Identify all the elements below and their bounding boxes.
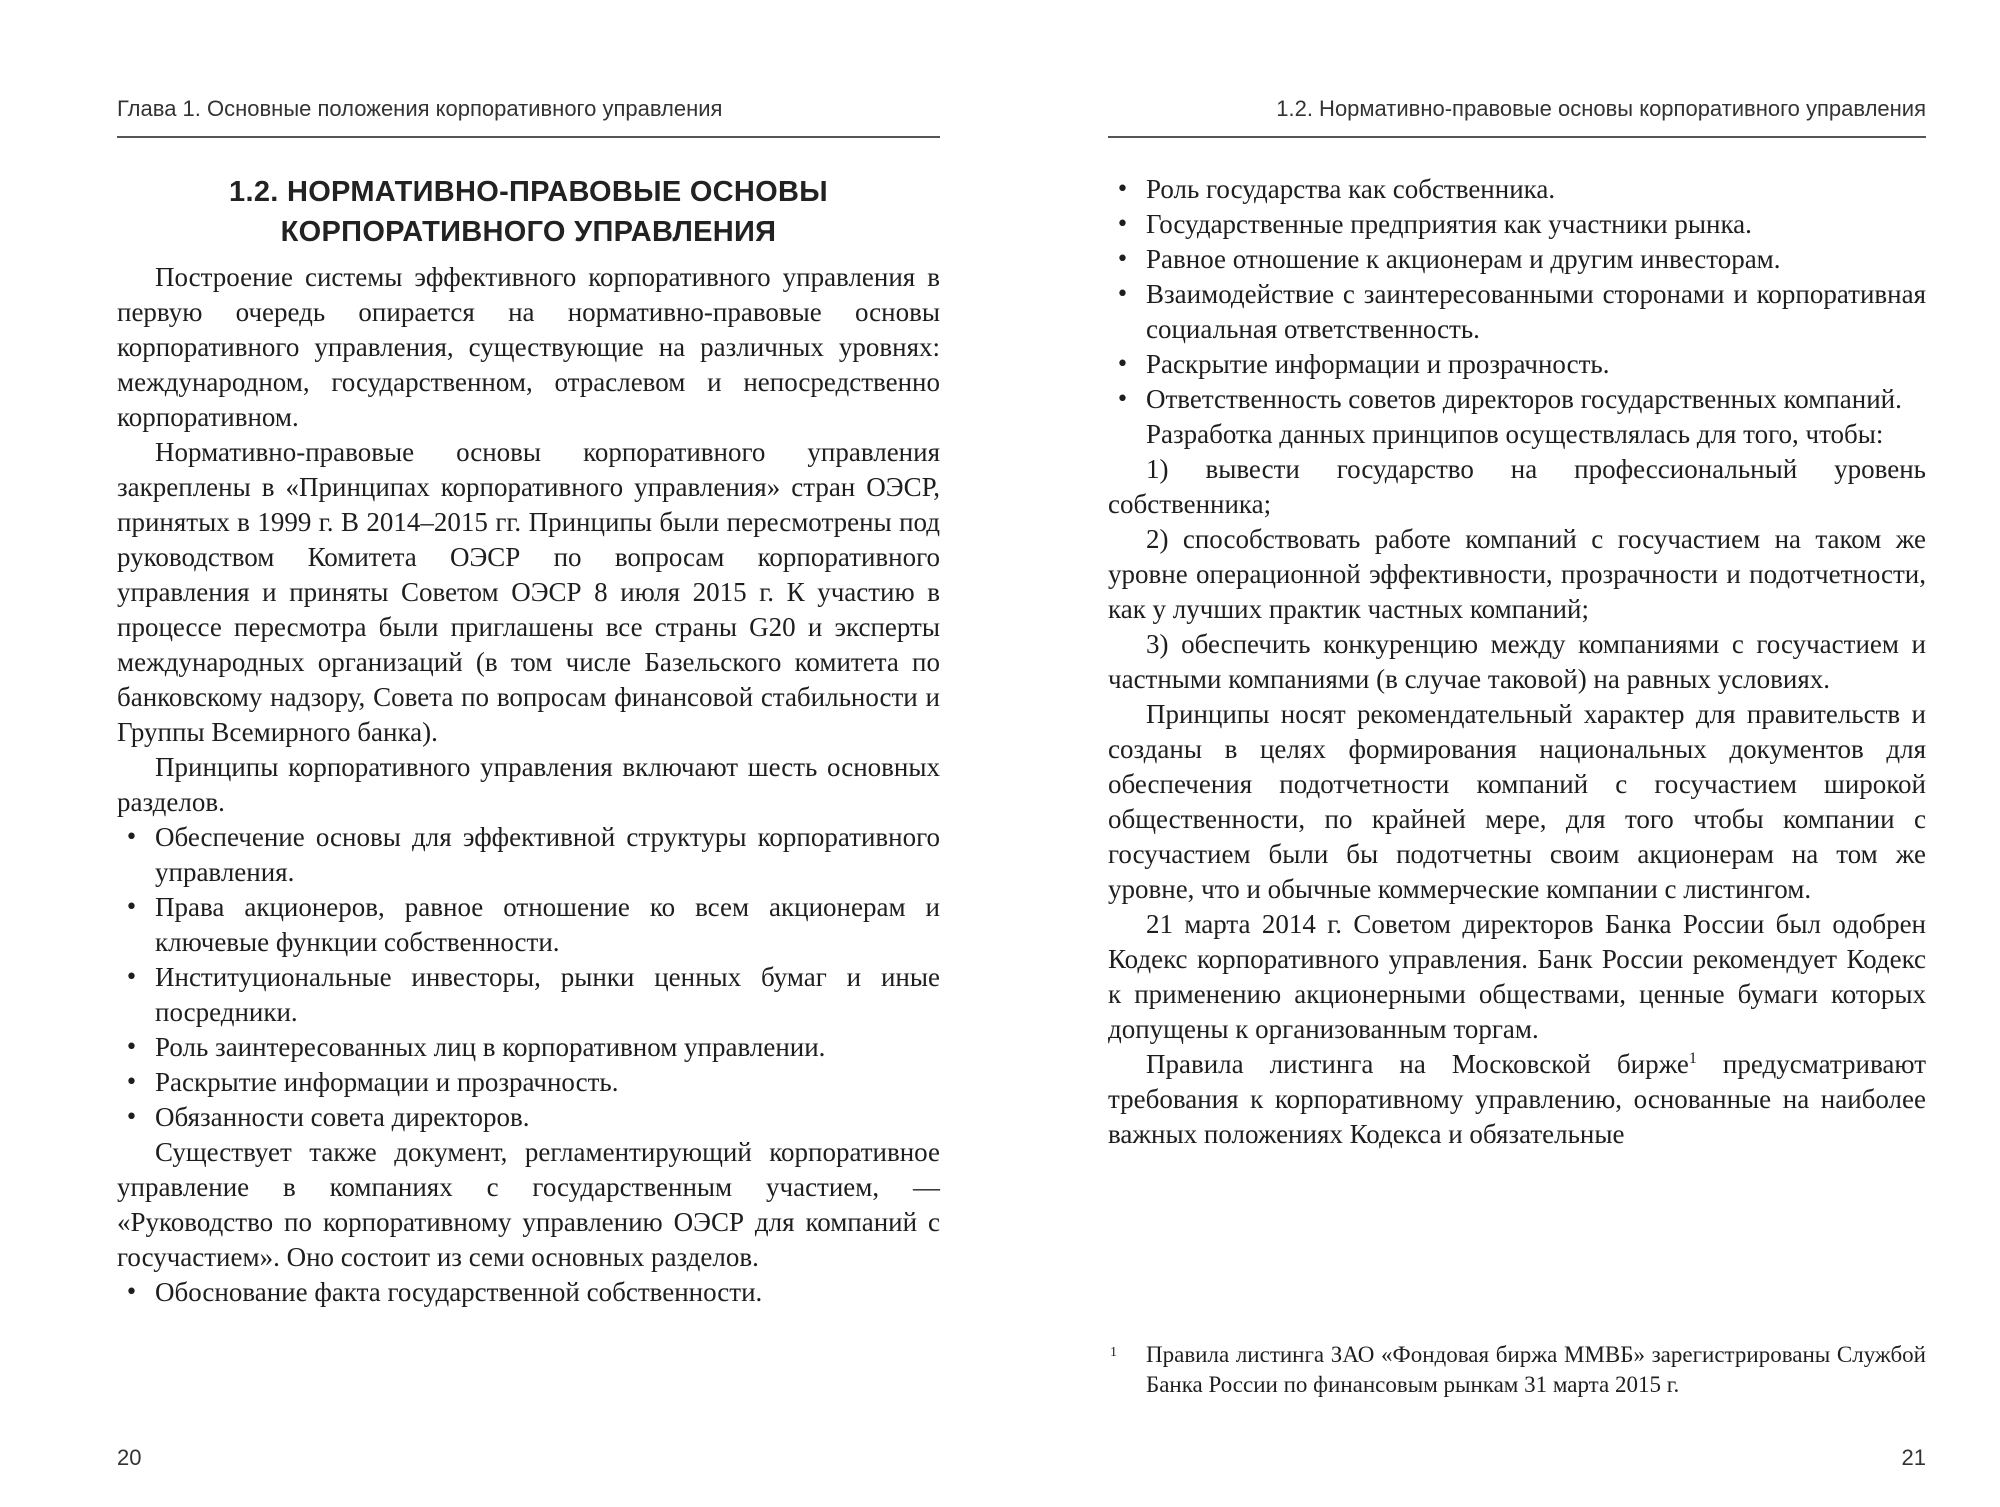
numbered-item: 2) способствовать работе компаний с госучастием на таком же уровне операционной эффективности, прозрачности и подотчетности, как у лучших практик частных компаний; (1108, 524, 1926, 624)
list-item: • Обеспечение основы для эффективной структуры корпоративного управления. (117, 820, 940, 890)
list-item: • Государственные предприятия как участники рынка. (1108, 207, 1926, 242)
paragraph: 21 марта 2014 г. Советом директоров Банка России был одобрен Кодекс корпоративного управления. Банк России рекомендует Кодекс к применению акционерными обществами, ценные бумаги которых допущены к организованным торгам. (1108, 909, 1926, 1044)
list-item: • Обоснование факта государственной собственности. (117, 1275, 940, 1310)
paragraph: Нормативно-правовые основы корпоративного управления закреплены в «Принципах корпоративного управления» стран ОЭСР, принятых в 1999 г. В 2014–2015 гг. Принципы были пересмотрены под руководством Комитета ОЭСР по вопросам корпоративного управления и приняты Советом ОЭСР 8 июля 2015 г. К участию в процессе пересмотра были приглашены все страны G20 и эксперты международных организаций (в том числе Базельского комитета по банковскому надзору, Совета по вопросам финансовой стабильности и Группы Всемирного банка). (117, 437, 940, 747)
paragraph-text: предусматривают требования к корпоративному управлению, основанные на наиболее важных положениях Кодекса и обязательные (1108, 1049, 1926, 1149)
section-heading (117, 172, 940, 252)
paragraph-text: Правила листинга на Московской бирже (1146, 1049, 1689, 1079)
list-item: • Раскрытие информации и прозрачность. (1108, 347, 1926, 382)
list-item: • Права акционеров, равное отношение ко всем акционерам и ключевые функции собственности. (117, 890, 940, 960)
list-item: • Ответственность советов директоров государственных компаний. (1108, 382, 1926, 417)
list-item: • Роль государства как собственника. (1108, 172, 1926, 207)
footnote-mark: 1 (1110, 1345, 1117, 1360)
oecd-principles-list (117, 820, 940, 1135)
left-body-text (117, 260, 940, 1310)
list-item: • Раскрытие информации и прозрачность. (117, 1065, 940, 1100)
list-item: • Роль заинтересованных лиц в корпоративном управлении. (117, 1030, 940, 1065)
list-item: • Взаимодействие с заинтересованными сторонами и корпоративная социальная ответственность. (1108, 277, 1926, 347)
list-item: • Обязанности совета директоров. (117, 1100, 940, 1135)
paragraph: Разработка данных принципов осуществлялась для того, чтобы: (1146, 419, 1884, 449)
left-page (117, 0, 940, 1507)
right-page-number: 21 (1901, 1445, 1926, 1470)
footnote-reference: 1 (1688, 1050, 1697, 1067)
section-heading-line-2: КОРПОРАТИВНОГО УПРАВЛЕНИЯ (280, 216, 777, 248)
footnote (1108, 1340, 1926, 1400)
left-running-head: Глава 1. Основные положения корпоративного управления (117, 96, 940, 138)
right-page (1108, 0, 1926, 1507)
paragraph: Построение системы эффективного корпоративного управления в первую очередь опирается на нормативно-правовые основы корпоративного управления, существующие на различных уровнях: международном, государственном, отраслевом и непосредственно корпоративном. (117, 262, 940, 432)
paragraph: Принципы корпоративного управления включают шесть основных разделов. (117, 752, 940, 817)
paragraph (1108, 1047, 1926, 1152)
list-item: • Равное отношение к акционерам и другим инвесторам. (1108, 242, 1926, 277)
left-page-number: 20 (117, 1445, 142, 1470)
section-heading-line-1: 1.2. НОРМАТИВНО-ПРАВОВЫЕ ОСНОВЫ (229, 176, 828, 208)
paragraph: Существует также документ, регламентирующий корпоративное управление в компаниях с государственным участием, — «Руководство по корпоративному управлению ОЭСР для компаний с госучастием». Оно состоит из семи основных разделов. (117, 1137, 940, 1272)
numbered-item: 1) вывести государство на профессиональный уровень собственника; (1108, 454, 1926, 519)
numbered-item: 3) обеспечить конкуренцию между компаниями с госучастием и частными компаниями (в случае таковой) на равных условиях. (1108, 629, 1926, 694)
soe-guidelines-list-continued (1108, 172, 1926, 417)
right-body-text (1108, 172, 1926, 1152)
footnote-text: Правила листинга ЗАО «Фондовая биржа ММВБ» зарегистрированы Службой Банка России по финансовым рынкам 31 марта 2015 г. (1146, 1342, 1926, 1397)
paragraph: Принципы носят рекомендательный характер для правительств и созданы в целях формирования национальных документов для обеспечения подотчетности компаний с госучастием широкой общественности, по крайней мере, для того чтобы компании с госучастием были бы подотчетны своим акционерам на том же уровне, что и обычные коммерческие компании с листингом. (1108, 699, 1926, 904)
soe-guidelines-list (117, 1275, 940, 1310)
right-running-head: 1.2. Нормативно-правовые основы корпоративного управления (1108, 96, 1926, 138)
list-item: • Институциональные инвесторы, рынки ценных бумаг и иные посредники. (117, 960, 940, 1030)
